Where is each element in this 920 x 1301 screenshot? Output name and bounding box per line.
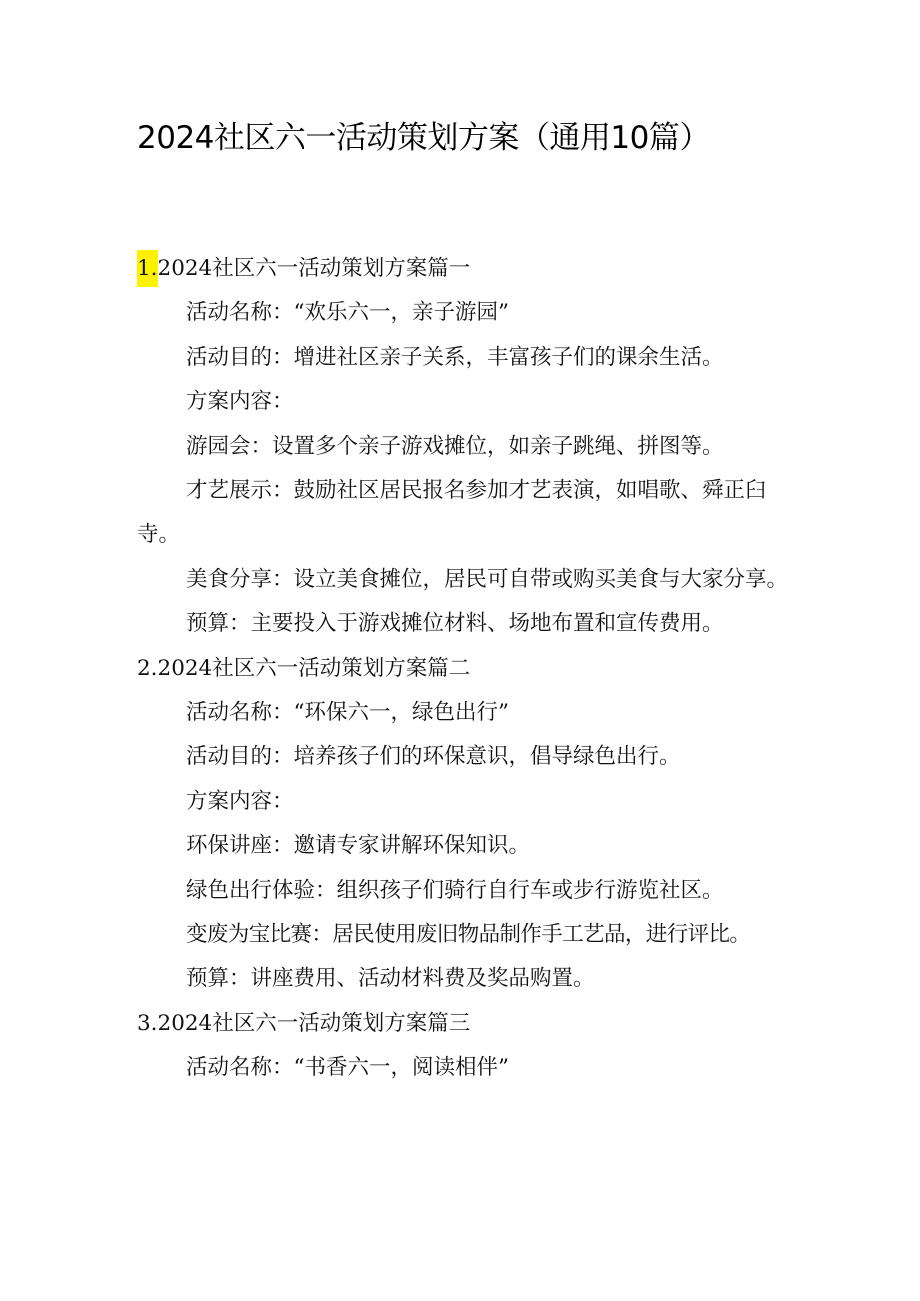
document-title: 2024社区六一活动策划方案（通用10篇） — [137, 120, 710, 156]
section-heading — [137, 647, 797, 691]
paragraph: 预算：讲座费用、活动材料费及奖品购置。 — [186, 966, 595, 992]
section-heading-text: 2024社区六一活动策划方案篇一 — [157, 256, 471, 281]
paragraph: 美食分享：设立美食摊位，居民可自带或购买美食与大家分享。 — [186, 566, 789, 592]
paragraph: 活动目的：增进社区亲子关系，丰富孩子们的课余生活。 — [186, 344, 724, 370]
paragraph: 活动名称：“书香六一，阅读相伴” — [186, 1055, 509, 1081]
paragraph: 环保讲座：邀请专家讲解环保知识。 — [186, 833, 531, 859]
section-number: 3. — [137, 1010, 158, 1036]
paragraph: 方案内容： — [186, 788, 294, 814]
section-heading — [137, 247, 797, 291]
paragraph: 游园会：设置多个亲子游戏摊位，如亲子跳绳、拼图等。 — [186, 433, 724, 459]
paragraph: 活动名称：“环保六一，绿色出行” — [186, 699, 509, 725]
section-heading — [137, 1002, 797, 1046]
section-number: 2. — [137, 655, 158, 681]
paragraph: 方案内容： — [186, 389, 294, 415]
section-heading-text: 2024社区六一活动策划方案篇三 — [157, 1010, 471, 1036]
document-body — [137, 247, 797, 1090]
paragraph: 变废为宝比赛：居民使用废旧物品制作手工艺品，进行评比。 — [186, 921, 751, 947]
paragraph: 活动目的：培养孩子们的环保意识，倡导绿色出行。 — [186, 744, 681, 770]
paragraph: 绿色出行体验：组织孩子们骑行自行车或步行游览社区。 — [186, 877, 724, 903]
section-heading-text: 2024社区六一活动策划方案篇二 — [157, 655, 471, 681]
paragraph: 预算：主要投入于游戏摊位材料、场地布置和宣传费用。 — [186, 611, 724, 637]
paragraph: 才艺展示：鼓励社区居民报名参加才艺表演，如唱歌、舜正臼寺。 — [137, 477, 767, 548]
highlighted-section-number: 1. — [137, 250, 158, 287]
paragraph: 活动名称：“欢乐六一，亲子游园” — [186, 300, 509, 326]
